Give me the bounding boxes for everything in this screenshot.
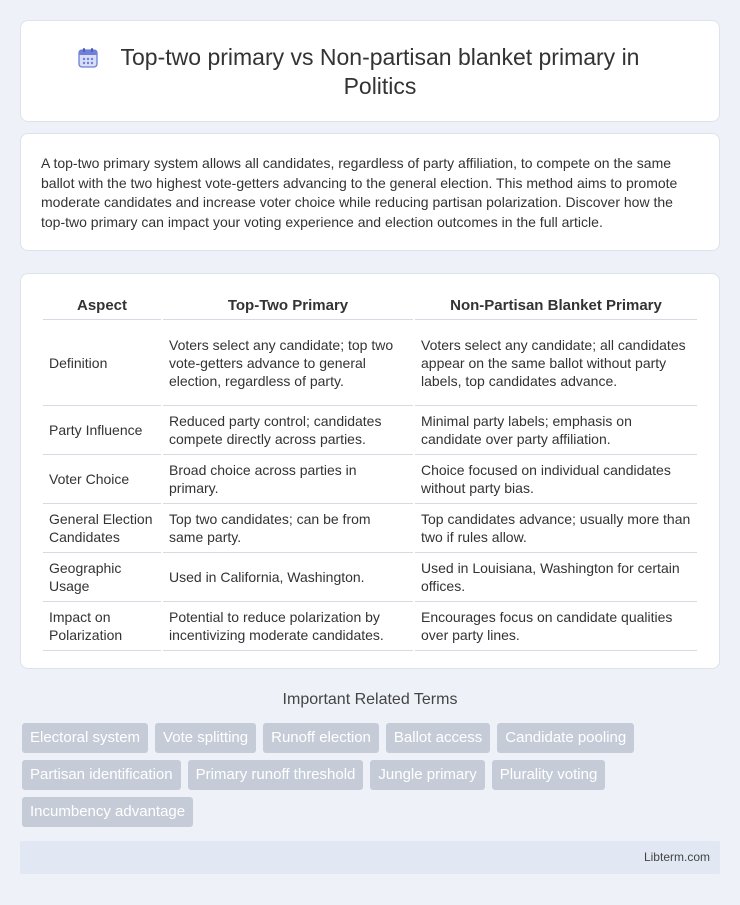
related-terms-heading: Important Related Terms — [282, 691, 458, 708]
footer-site-link[interactable]: Libterm.com — [643, 850, 710, 864]
intro-card — [20, 133, 720, 251]
cell-aspect: Party Influence — [43, 406, 161, 455]
cell-aspect: Definition — [43, 320, 161, 406]
cell-blanket: Minimal party labels; emphasis on candidate over party affiliation. — [415, 406, 697, 455]
cell-top-two: Used in California, Washington. — [163, 553, 413, 602]
term-tag[interactable]: Plurality voting — [492, 760, 606, 790]
term-tag[interactable]: Electoral system — [22, 723, 148, 753]
page-title: Top-two primary vs Non-partisan blanket primary in Politics — [120, 44, 640, 99]
cell-top-two: Potential to reduce polarization by incentivizing moderate candidates. — [163, 602, 413, 651]
table-row — [43, 553, 697, 602]
header-aspect: Aspect — [43, 294, 161, 320]
cell-blanket: Encourages focus on candidate qualities over party lines. — [415, 602, 697, 651]
cell-aspect: Voter Choice — [43, 455, 161, 504]
cell-top-two: Broad choice across parties in primary. — [163, 455, 413, 504]
table-row — [43, 455, 697, 504]
cell-top-two: Top two candidates; can be from same party. — [163, 504, 413, 553]
header-blanket: Non-Partisan Blanket Primary — [415, 294, 697, 320]
footer — [20, 841, 720, 874]
term-tag[interactable]: Ballot access — [386, 723, 490, 753]
term-tag[interactable]: Vote splitting — [155, 723, 256, 753]
cell-aspect: Geographic Usage — [43, 553, 161, 602]
related-terms-list — [22, 723, 712, 827]
table-row — [43, 602, 697, 651]
title-card — [20, 20, 720, 122]
table-row — [43, 504, 697, 553]
term-tag[interactable]: Primary runoff threshold — [188, 760, 364, 790]
term-tag[interactable]: Incumbency advantage — [22, 797, 193, 827]
comparison-table — [41, 294, 699, 651]
cell-blanket: Choice focused on individual candidates without party bias. — [415, 455, 697, 504]
intro-text: A top-two primary system allows all candidates, regardless of party affiliation, to compete on the same ballot with the two highest vote-getters advancing to the general election. This method aims to promote moderate candidates and increase voter choice while reducing partisan polarization. Discover how the top-two primary can impact your voting experience and election outcomes in the full article. — [41, 155, 678, 230]
term-tag[interactable]: Jungle primary — [370, 760, 484, 790]
term-tag[interactable]: Partisan identification — [22, 760, 181, 790]
cell-top-two: Voters select any candidate; top two vote-getters advance to general election, regardless of party. — [163, 320, 413, 406]
table-row — [43, 320, 697, 406]
cell-aspect: General Election Candidates — [43, 504, 161, 553]
cell-top-two: Reduced party control; candidates compete directly across parties. — [163, 406, 413, 455]
table-row — [43, 406, 697, 455]
term-tag[interactable]: Candidate pooling — [497, 723, 634, 753]
cell-blanket: Top candidates advance; usually more than two if rules allow. — [415, 504, 697, 553]
cell-blanket: Voters select any candidate; all candidates appear on the same ballot without party labels, top candidates advance. — [415, 320, 697, 406]
cell-blanket: Used in Louisiana, Washington for certain offices. — [415, 553, 697, 602]
header-top-two: Top-Two Primary — [163, 294, 413, 320]
comparison-card — [20, 273, 720, 669]
cell-aspect: Impact on Polarization — [43, 602, 161, 651]
term-tag[interactable]: Runoff election — [263, 723, 379, 753]
table-header-row — [43, 294, 697, 320]
